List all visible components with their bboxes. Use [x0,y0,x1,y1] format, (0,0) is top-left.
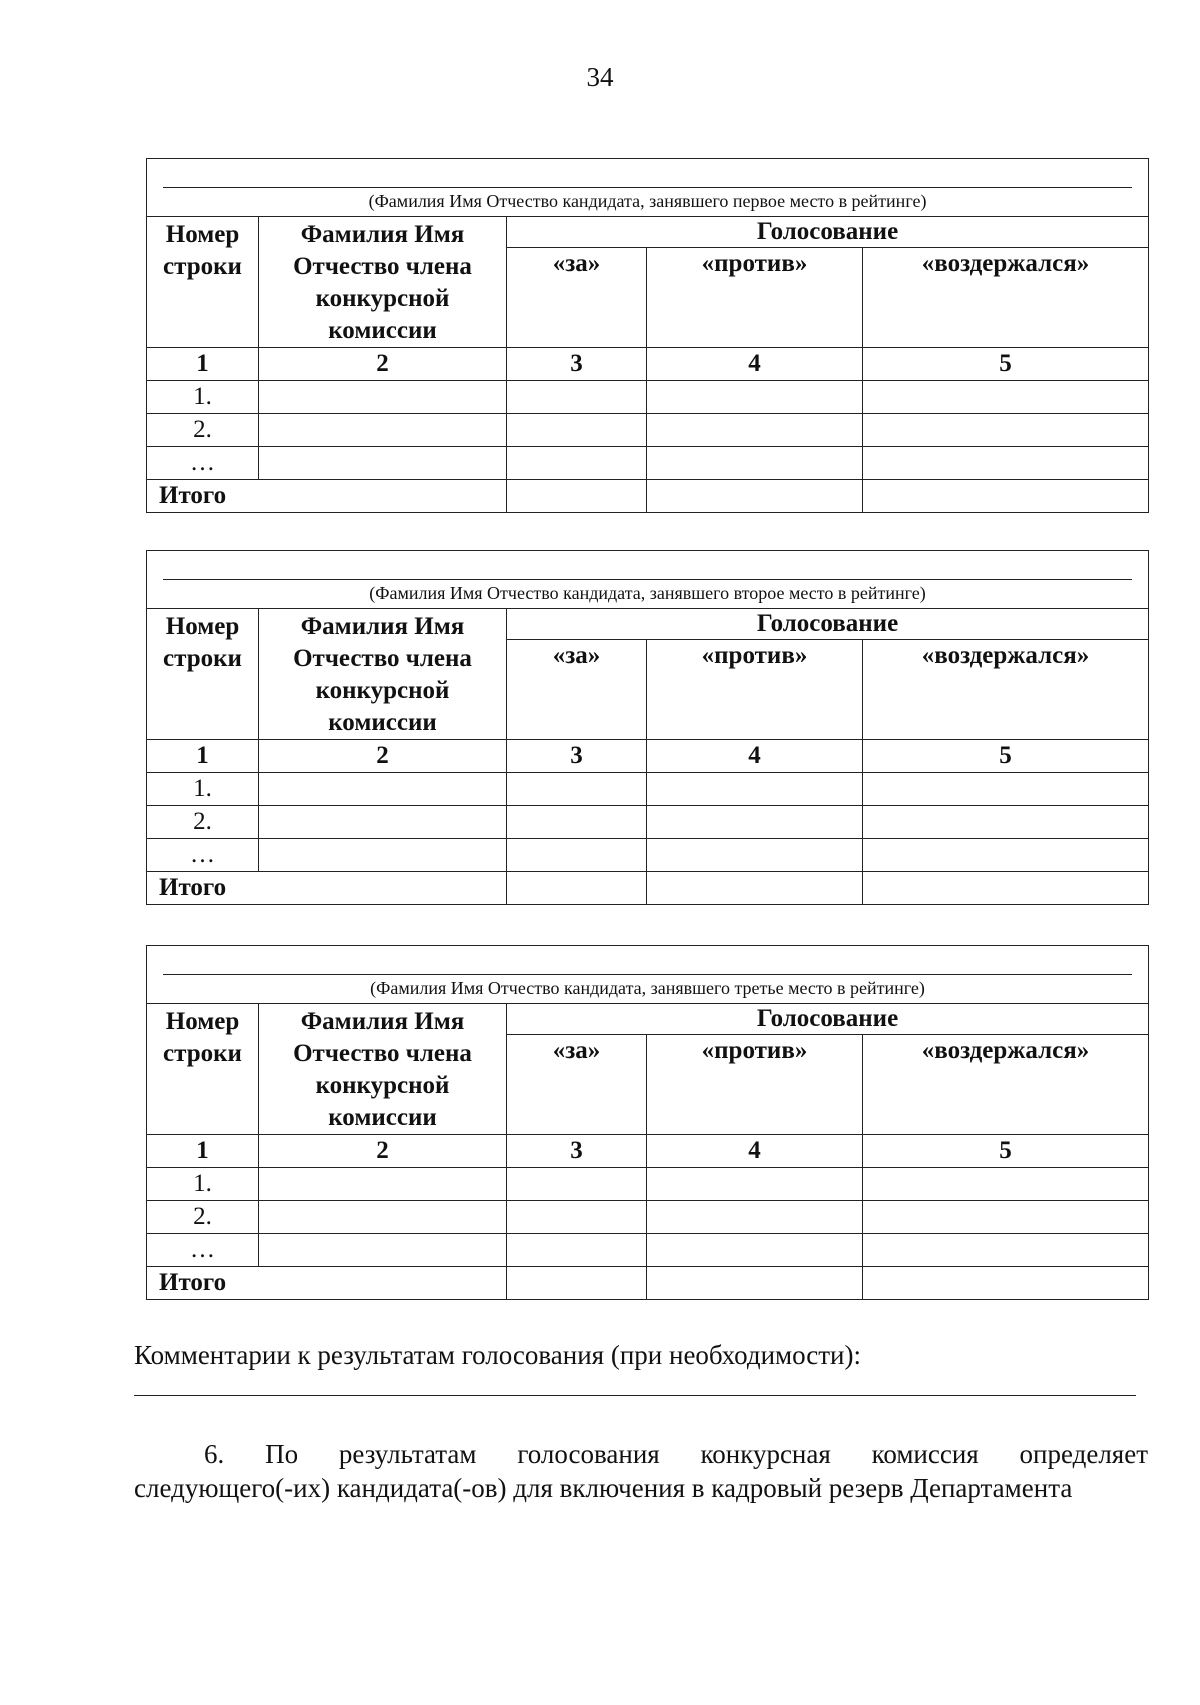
header-vote-abstain: «воздержался» [863,640,1149,740]
total-label: Итого [147,872,507,905]
blank-cell[interactable] [507,1168,647,1201]
total-cell[interactable] [507,1267,647,1300]
header-member-name: Фамилия Имя Отчество члена конкурсной комиссии [259,217,507,348]
blank-cell[interactable] [259,447,507,480]
blank-cell[interactable] [863,839,1149,872]
total-row [147,1267,1149,1300]
column-number: 3 [507,740,647,773]
blank-cell[interactable] [259,414,507,447]
blank-cell[interactable] [647,806,863,839]
column-number: 4 [647,740,863,773]
blank-cell[interactable] [259,381,507,414]
table-row [147,1168,1149,1201]
header-vote-abstain: «воздержался» [863,1035,1149,1135]
row-number: … [147,447,259,480]
column-number: 1 [147,1135,259,1168]
blank-cell[interactable] [863,414,1149,447]
blank-cell[interactable] [863,381,1149,414]
blank-cell[interactable] [507,1234,647,1267]
blank-cell[interactable] [259,773,507,806]
blank-cell[interactable] [507,381,647,414]
blank-cell[interactable] [259,806,507,839]
column-number: 2 [259,740,507,773]
blank-cell[interactable] [863,447,1149,480]
total-cell[interactable] [647,1267,863,1300]
header-vote-against: «против» [647,640,863,740]
row-number: … [147,1234,259,1267]
candidate-caption-cell [147,551,1149,609]
blank-cell[interactable] [863,1168,1149,1201]
blank-cell[interactable] [647,773,863,806]
row-number: 2. [147,1201,259,1234]
column-number: 3 [507,348,647,381]
voting-table [146,945,1149,1300]
header-vote-against: «против» [647,1035,863,1135]
row-number: 1. [147,381,259,414]
voting-table [146,158,1149,513]
candidate-name-blank-line [163,974,1132,975]
header-voting: Голосование [507,217,1149,248]
table-row [147,1234,1149,1267]
table-row [147,381,1149,414]
blank-cell[interactable] [863,1201,1149,1234]
blank-cell[interactable] [259,1168,507,1201]
total-cell[interactable] [507,872,647,905]
blank-cell[interactable] [507,839,647,872]
blank-cell[interactable] [507,773,647,806]
candidate-caption: (Фамилия Имя Отчество кандидата, занявшего второе место в рейтинге) [369,583,926,603]
header-member-name: Фамилия Имя Отчество члена конкурсной комиссии [259,609,507,740]
blank-cell[interactable] [647,1234,863,1267]
blank-cell[interactable] [259,1234,507,1267]
blank-cell[interactable] [507,447,647,480]
blank-cell[interactable] [647,839,863,872]
blank-cell[interactable] [647,381,863,414]
table-row [147,414,1149,447]
candidate-name-blank-line [163,579,1132,580]
voting-table [146,550,1149,905]
paragraph-line-2: следующего(-их) кандидата(-ов) для включения в кадровый резерв Департамента [134,1473,1073,1503]
blank-cell[interactable] [259,839,507,872]
row-number: 1. [147,1168,259,1201]
column-number: 1 [147,348,259,381]
page-number: 34 [586,62,614,92]
blank-cell[interactable] [647,1168,863,1201]
column-number: 3 [507,1135,647,1168]
header-vote-for: «за» [507,1035,647,1135]
total-cell[interactable] [507,480,647,513]
candidate-caption: (Фамилия Имя Отчество кандидата, занявшего третье место в рейтинге) [370,978,925,998]
table-row [147,806,1149,839]
column-number: 5 [863,740,1149,773]
header-row-number: Номер строки [147,217,259,348]
table-row [147,773,1149,806]
column-number: 1 [147,740,259,773]
total-label: Итого [147,1267,507,1300]
header-voting: Голосование [507,609,1149,640]
row-number: 1. [147,773,259,806]
blank-cell[interactable] [647,447,863,480]
total-row [147,480,1149,513]
candidate-caption: (Фамилия Имя Отчество кандидата, занявшего первое место в рейтинге) [368,191,927,211]
comments-blank-line [134,1395,1136,1396]
total-cell[interactable] [863,1267,1149,1300]
comments-label: Комментарии к результатам голосования (при необходимости): [134,1340,861,1370]
header-vote-for: «за» [507,248,647,348]
header-vote-abstain: «воздержался» [863,248,1149,348]
table-row [147,1201,1149,1234]
blank-cell[interactable] [863,773,1149,806]
candidate-caption-cell [147,159,1149,217]
header-row-number: Номер строки [147,609,259,740]
total-row [147,872,1149,905]
column-number: 2 [259,348,507,381]
column-number: 5 [863,1135,1149,1168]
candidate-caption-cell [147,946,1149,1004]
row-number: 2. [147,414,259,447]
blank-cell[interactable] [863,806,1149,839]
table-row [147,447,1149,480]
column-number: 2 [259,1135,507,1168]
blank-cell[interactable] [647,414,863,447]
total-cell[interactable] [647,480,863,513]
blank-cell[interactable] [507,414,647,447]
header-vote-against: «против» [647,248,863,348]
total-label: Итого [147,480,507,513]
column-number: 4 [647,348,863,381]
header-row-number: Номер строки [147,1004,259,1135]
header-member-name: Фамилия Имя Отчество члена конкурсной комиссии [259,1004,507,1135]
blank-cell[interactable] [863,1234,1149,1267]
table-row [147,839,1149,872]
paragraph-line-1: 6. По результатам голосования конкурсная комиссия определяет [204,1439,1148,1469]
row-number: … [147,839,259,872]
candidate-name-blank-line [163,187,1132,188]
column-number: 4 [647,1135,863,1168]
total-cell[interactable] [647,872,863,905]
blank-cell[interactable] [259,1201,507,1234]
column-number: 5 [863,348,1149,381]
header-vote-for: «за» [507,640,647,740]
header-voting: Голосование [507,1004,1149,1035]
total-cell[interactable] [863,480,1149,513]
blank-cell[interactable] [507,806,647,839]
total-cell[interactable] [863,872,1149,905]
blank-cell[interactable] [507,1201,647,1234]
blank-cell[interactable] [647,1201,863,1234]
row-number: 2. [147,806,259,839]
